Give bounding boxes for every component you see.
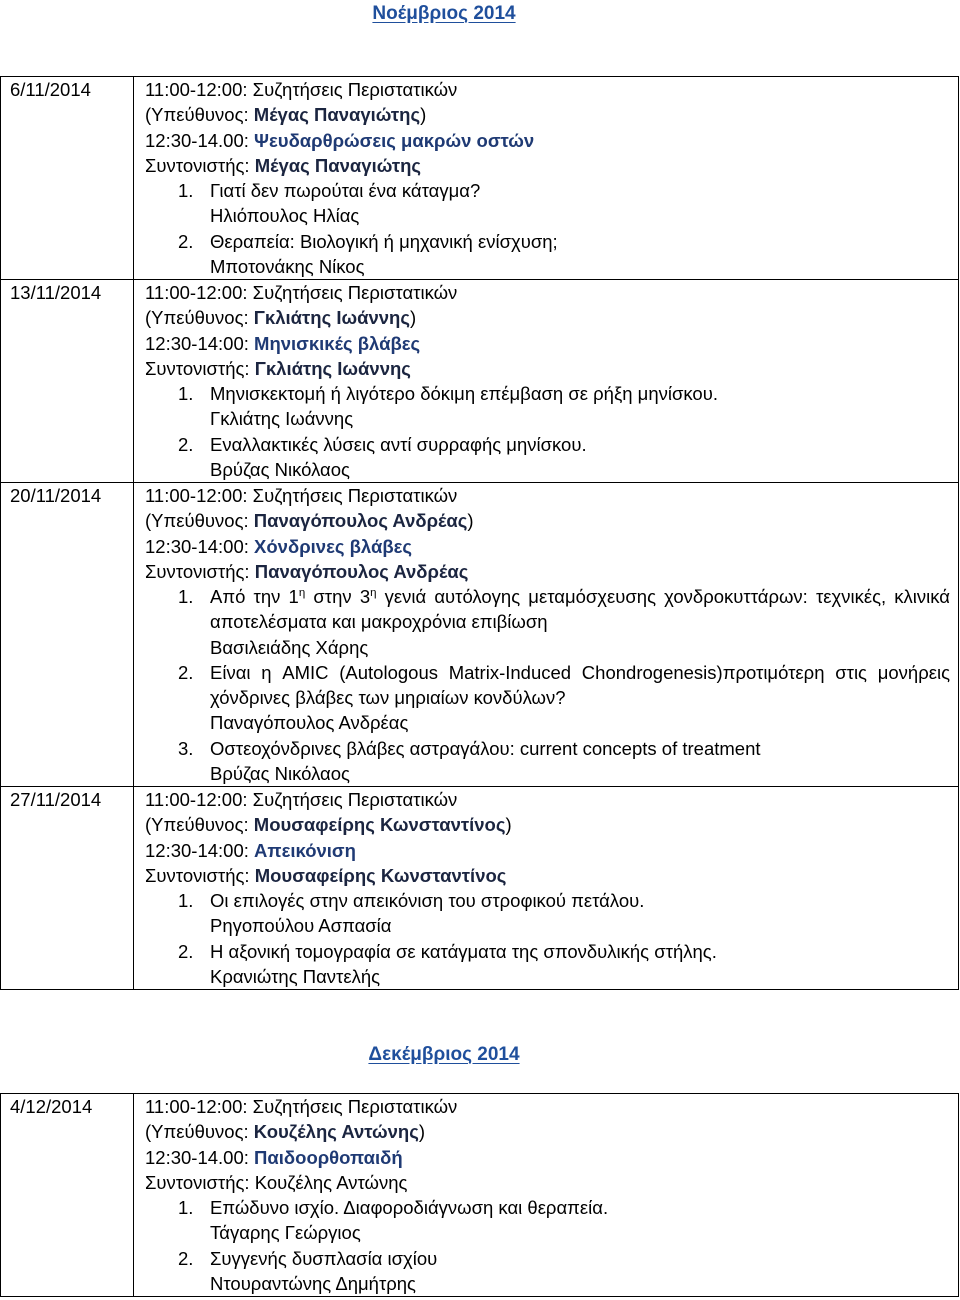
- talk-title-text: Εναλλακτικές λύσεις αντί συρραφής μηνίσκου.: [210, 433, 587, 455]
- talk-item: [145, 736, 950, 787]
- talk-title-text: Οι επιλογές στην απεικόνιση του στροφικού πετάλου.: [210, 890, 645, 911]
- month-title: Δεκέμβριος 2014: [368, 1044, 520, 1065]
- talk-title-segment: Από την 1: [210, 586, 299, 607]
- talk-title-text: Συγγενής δυσπλασία ισχίου: [210, 1247, 438, 1269]
- responsible-line: [145, 1119, 950, 1144]
- speaker-name: Τάγαρης Γεώργιος: [210, 1222, 361, 1244]
- schedule-table: [0, 1093, 959, 1297]
- program-cell: [134, 787, 958, 989]
- responsible-label: (Υπεύθυνος:: [145, 510, 249, 532]
- speaker-name: Βρύζας Νικόλαος: [210, 458, 350, 480]
- lecture-time: 12:30-14.00:: [145, 1146, 249, 1168]
- coordinator-name: Κουζέλης Αντώνης: [254, 1171, 408, 1193]
- lecture-time: 12:30-14:00:: [145, 332, 249, 354]
- talk-title-text: Θεραπεία: Βιολογική ή μηχανική ενίσχυση;: [210, 230, 558, 252]
- talk-number: 1.: [178, 890, 194, 911]
- responsible-name: Παναγόπουλος Ανδρέας: [253, 510, 468, 532]
- talk-title-text: Είναι η AMIC (Autologous Matrix-Induced Chondrogenesis)προτιμότερη στις μονήρεις: [210, 661, 950, 683]
- lecture-topic: Ψευδαρθρώσεις μακρών οστών: [254, 129, 535, 151]
- talk-item: [145, 432, 950, 483]
- talk-item: [145, 1195, 950, 1246]
- speaker-name: Ντουραντώνης Δημήτρης: [210, 1272, 416, 1294]
- speaker-name: Βρύζας Νικόλαος: [210, 762, 350, 784]
- talk-number: 1.: [178, 180, 194, 201]
- month-title: Νοέμβριος 2014: [372, 3, 516, 24]
- responsible-label: (Υπεύθυνος:: [145, 104, 249, 126]
- coordinator-name: Μέγας Παναγιώτης: [254, 154, 422, 176]
- coordinator-label: Συντονιστής:: [145, 1171, 250, 1193]
- schedule-row: [1, 279, 958, 482]
- date-cell: [1, 1094, 134, 1296]
- case-discussion-line: 11:00-12:00: Συζητήσεις Περιστατικών: [145, 485, 458, 506]
- responsible-line: [145, 305, 950, 330]
- session-date: 27/11/2014: [10, 789, 102, 810]
- responsible-label: (Υπεύθυνος:: [145, 307, 249, 329]
- case-discussion-line: 11:00-12:00: Συζητήσεις Περιστατικών: [145, 282, 458, 303]
- talk-item: [145, 1246, 950, 1297]
- coordinator-label: Συντονιστής:: [145, 154, 250, 176]
- program-cell: [134, 280, 958, 482]
- schedule-row: [1, 1094, 958, 1296]
- talk-item: [145, 660, 950, 736]
- responsible-name: Κουζέλης Αντώνης: [253, 1121, 419, 1143]
- lecture-topic: Παιδοορθοπαιδή: [254, 1146, 403, 1168]
- coordinator-label: Συντονιστής:: [145, 357, 250, 379]
- session-date: 20/11/2014: [10, 485, 102, 506]
- responsible-name: Μουσαφείρης Κωνσταντίνος: [253, 814, 506, 836]
- coordinator-name: Μουσαφείρης Κωνσταντίνος: [254, 864, 507, 886]
- talk-item: [145, 229, 950, 280]
- date-cell: [1, 787, 134, 989]
- lecture-line: [145, 534, 950, 559]
- talk-title-line: [145, 685, 950, 710]
- talk-number: 2.: [178, 433, 194, 455]
- coordinator-line: [145, 863, 950, 888]
- talk-number: 3.: [178, 737, 194, 759]
- responsible-close: ): [418, 1121, 426, 1143]
- talk-number: 2.: [178, 940, 194, 962]
- superscript: η: [298, 586, 306, 599]
- lecture-line: [145, 128, 950, 153]
- schedule-row: [1, 786, 958, 989]
- talk-title-text: Γιατί δεν πωρούται ένα κάταγμα?: [210, 180, 481, 201]
- talk-item: [145, 888, 950, 939]
- talk-title-line: [145, 432, 950, 457]
- responsible-close: ): [409, 307, 417, 329]
- date-cell: [1, 280, 134, 482]
- talk-title-line: [145, 178, 950, 203]
- lecture-time: 12:30-14:00:: [145, 839, 249, 861]
- program-cell: [134, 77, 958, 279]
- talk-title-line: [145, 381, 950, 406]
- lecture-topic: Απεικόνιση: [254, 839, 356, 861]
- talk-title-line: [145, 939, 950, 964]
- talk-item: [145, 381, 950, 432]
- talk-item: [145, 939, 950, 990]
- coordinator-label: Συντονιστής:: [145, 864, 250, 886]
- talk-title-text: Η αξονική τομογραφία σε κατάγματα της σπονδυλικής στήλης.: [210, 940, 717, 962]
- responsible-line: [145, 102, 950, 127]
- lecture-line: [145, 838, 950, 863]
- speaker-name: Μποτονάκης Νίκος: [210, 255, 365, 277]
- speaker-name: Παναγόπουλος Ανδρέας: [210, 712, 409, 734]
- responsible-name: Μέγας Παναγιώτης: [253, 104, 421, 126]
- talk-title-text: [210, 584, 950, 609]
- talk-title-line: [145, 584, 950, 609]
- talk-title-segment: στην 3: [305, 586, 371, 607]
- coordinator-line: [145, 153, 950, 178]
- session-date: 13/11/2014: [10, 282, 102, 303]
- responsible-line: [145, 812, 950, 837]
- speaker-name: Ηλιόπουλος Ηλίας: [210, 205, 360, 227]
- speaker-name: Ρηγοπούλου Ασπασία: [210, 915, 392, 937]
- responsible-close: ): [467, 510, 474, 532]
- talk-title-text: Μηνισκεκτομή ή λιγότερο δόκιμη επέμβαση σε ρήξη μηνίσκου.: [210, 383, 718, 404]
- date-cell: [1, 77, 134, 279]
- case-discussion-line: 11:00-12:00: Συζητήσεις Περιστατικών: [145, 1096, 458, 1117]
- program-cell: [134, 1094, 958, 1296]
- talk-title-text: αποτελέσματα και μακροχρόνια επιβίωση: [210, 611, 548, 633]
- session-date: 4/12/2014: [10, 1096, 93, 1117]
- speaker-name: Γκλιάτης Ιωάννης: [210, 408, 354, 430]
- date-cell: [1, 483, 134, 786]
- talk-number: 2.: [178, 661, 194, 683]
- talk-number: 2.: [178, 230, 194, 252]
- talk-title-line: [145, 888, 950, 913]
- talk-title-text: χόνδρινες βλάβες των μηριαίων κονδύλων?: [210, 687, 566, 708]
- talk-title-line: [145, 1246, 950, 1271]
- talk-title-line: [145, 1195, 950, 1220]
- responsible-name: Γκλιάτης Ιωάννης: [253, 307, 410, 329]
- talk-number: 1.: [178, 586, 194, 607]
- coordinator-line: [145, 356, 950, 381]
- responsible-close: ): [505, 814, 512, 836]
- lecture-topic: Χόνδρινες βλάβες: [254, 535, 413, 557]
- lecture-time: 12:30-14.00:: [145, 129, 249, 151]
- coordinator-name: Γκλιάτης Ιωάννης: [254, 357, 411, 379]
- coordinator-label: Συντονιστής:: [145, 560, 250, 582]
- case-discussion-line: 11:00-12:00: Συζητήσεις Περιστατικών: [145, 79, 458, 100]
- schedule-row: [1, 77, 958, 279]
- talk-number: 1.: [178, 383, 194, 404]
- program-cell: [134, 483, 958, 786]
- talk-title-segment: γενιά αυτόλογης μεταμόσχευσης χονδροκυττάρων: τεχνικές, κλινικά: [376, 586, 950, 607]
- coordinator-line: [145, 1170, 950, 1195]
- talk-title-line: [145, 609, 950, 634]
- talk-title-text: Επώδυνο ισχίο. Διαφοροδιάγνωση και θεραπεία.: [210, 1197, 609, 1218]
- talk-title-line: [145, 660, 950, 685]
- schedule-table: [0, 76, 959, 990]
- case-discussion-line: 11:00-12:00: Συζητήσεις Περιστατικών: [145, 789, 458, 810]
- responsible-label: (Υπεύθυνος:: [145, 1121, 249, 1143]
- responsible-close: ): [420, 104, 427, 126]
- coordinator-name: Παναγόπουλος Ανδρέας: [254, 560, 469, 582]
- schedule-row: [1, 482, 958, 786]
- talk-title-line: [145, 229, 950, 254]
- talk-number: 1.: [178, 1197, 194, 1218]
- lecture-line: [145, 1145, 950, 1170]
- speaker-name: Κρανιώτης Παντελής: [210, 965, 381, 987]
- lecture-line: [145, 331, 950, 356]
- superscript: η: [370, 586, 377, 599]
- responsible-line: [145, 508, 950, 533]
- lecture-topic: Μηνισκικές βλάβες: [254, 332, 421, 354]
- session-date: 6/11/2014: [10, 79, 91, 100]
- talk-number: 2.: [178, 1247, 194, 1269]
- talk-title-text: Οστεοχόνδρινες βλάβες αστραγάλου: current concepts of treatment: [210, 737, 761, 759]
- responsible-label: (Υπεύθυνος:: [145, 814, 249, 836]
- coordinator-line: [145, 559, 950, 584]
- talk-item: [145, 584, 950, 660]
- lecture-time: 12:30-14:00:: [145, 535, 249, 557]
- speaker-name: Βασιλειάδης Χάρης: [210, 636, 369, 658]
- talk-item: [145, 178, 950, 229]
- talk-title-line: [145, 736, 950, 761]
